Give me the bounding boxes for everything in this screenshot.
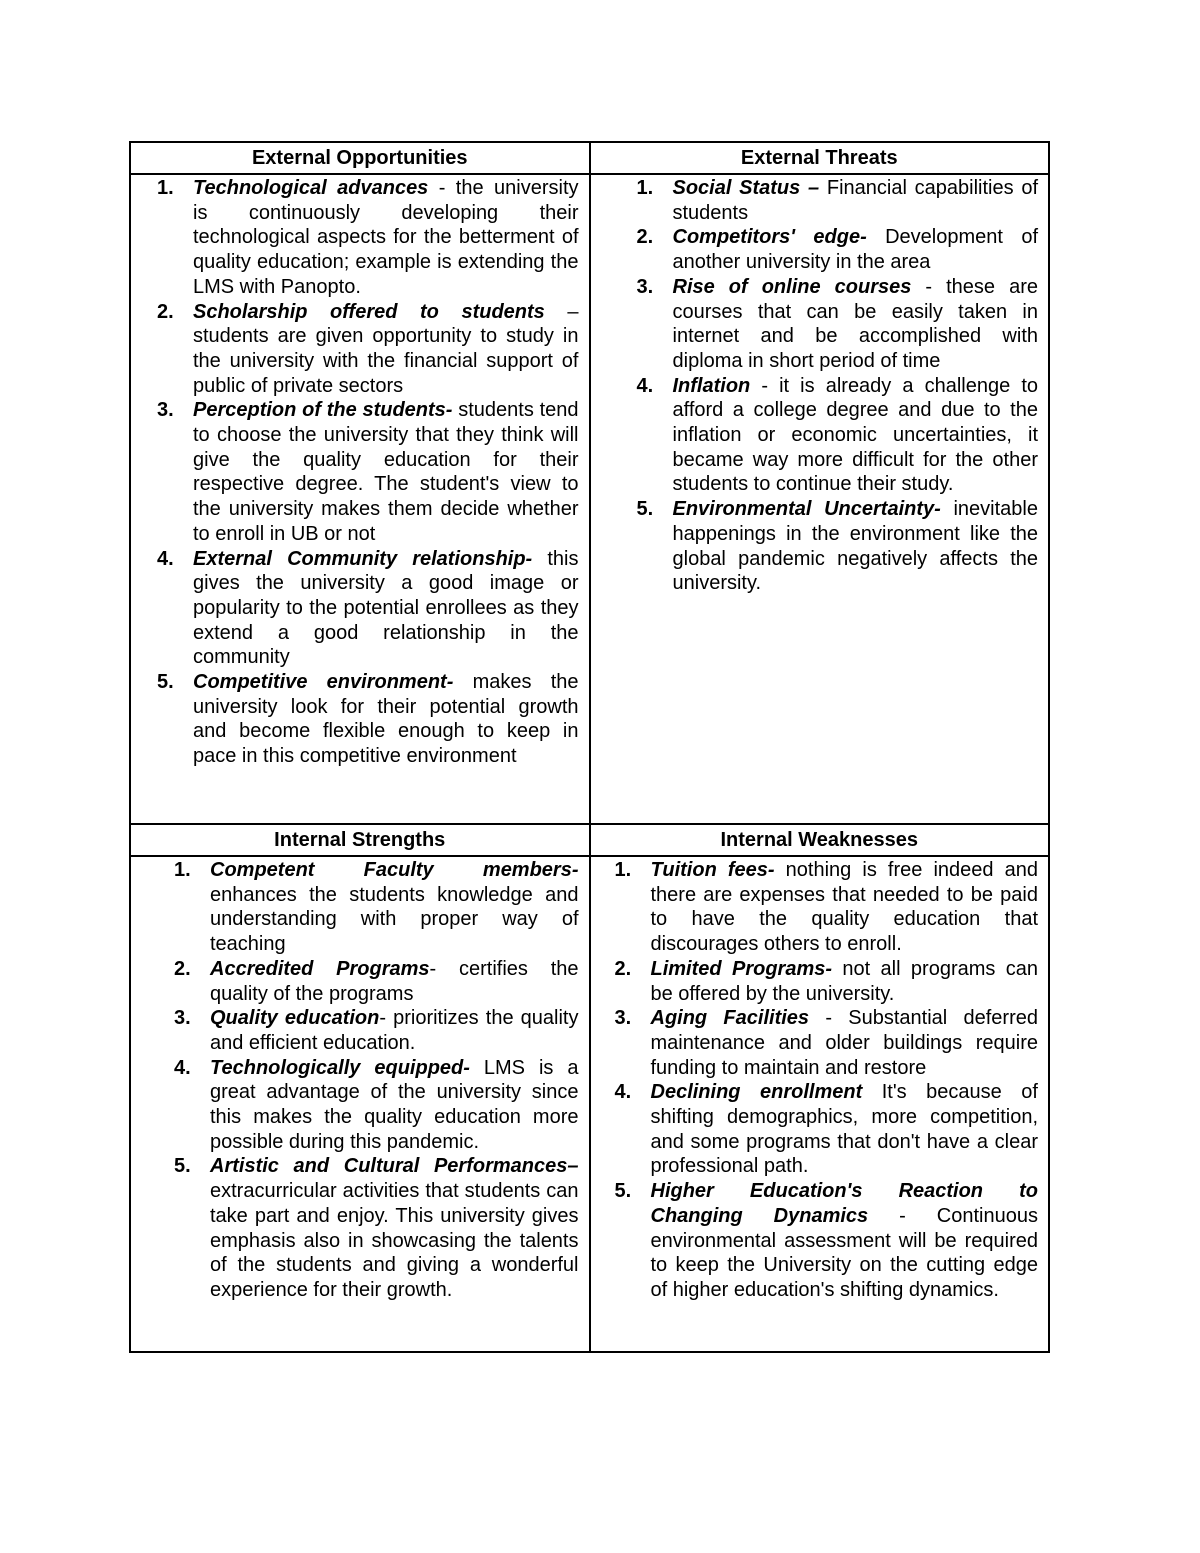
item-number: 2.	[174, 957, 191, 980]
list-item	[174, 957, 579, 1006]
item-term: Limited Programs-	[650, 957, 833, 980]
item-description: enhances the students knowledge and understanding with proper way of teaching	[210, 883, 579, 956]
item-description: this gives the university a good image or popularity to the potential enrollees as they extend a good relationship in the community	[193, 547, 579, 669]
list-item	[614, 1080, 1039, 1179]
item-term: Competent Faculty members-	[210, 859, 579, 881]
list-item	[636, 176, 1039, 225]
strengths-list	[131, 857, 589, 1303]
item-number: 1.	[614, 859, 632, 881]
item-number: 2.	[636, 226, 654, 249]
item-term: Tuition fees-	[650, 859, 775, 881]
item-number: 5.	[174, 1155, 191, 1178]
item-description: - certifies the quality of the programs	[210, 957, 579, 1005]
list-item	[174, 1056, 579, 1155]
list-item	[614, 957, 1039, 1006]
list-item	[614, 1179, 1039, 1303]
item-term: Quality education	[210, 1007, 380, 1030]
item-number: 3.	[174, 1007, 191, 1030]
list-item	[157, 300, 579, 399]
item-number: 2.	[157, 300, 174, 323]
body-row-internal	[130, 856, 1049, 1352]
item-description: Development of another university in the area	[672, 226, 1038, 274]
list-item	[614, 1006, 1039, 1080]
list-item	[636, 497, 1039, 596]
item-number: 3.	[614, 1007, 632, 1030]
swot-table	[129, 141, 1050, 1353]
weaknesses-cell	[590, 856, 1050, 1352]
item-number: 2.	[614, 957, 632, 980]
item-number: 4.	[157, 547, 174, 570]
item-term: Rise of online courses	[672, 275, 912, 298]
weaknesses-header: Internal Weaknesses	[590, 824, 1050, 856]
item-term: Scholarship offered to students	[193, 300, 545, 323]
body-row-external	[130, 174, 1049, 824]
list-item	[157, 398, 579, 546]
list-item	[157, 176, 579, 300]
item-description: It's because of shifting demographics, more competition, and some programs that don't have a clear professional path.	[650, 1081, 1038, 1178]
list-item	[614, 858, 1039, 957]
item-term: Competitive environment-	[193, 671, 454, 694]
item-term: Aging Facilities	[650, 1007, 810, 1030]
list-item	[157, 670, 579, 769]
strengths-cell	[130, 856, 590, 1352]
opportunities-header: External Opportunities	[130, 142, 590, 174]
item-description: - the university is continuously developing their technological aspects for the betterment of quality education; example is extending the LMS with Panopto.	[193, 177, 579, 298]
threats-list	[591, 175, 1049, 596]
item-description: LMS is a great advantage of the university since this makes the quality education more possible during this pandemic.	[210, 1056, 579, 1153]
item-term: Accredited Programs	[210, 957, 430, 980]
item-term: Higher Education's Reaction to Changing Dynamics	[650, 1180, 1038, 1227]
weaknesses-list	[591, 857, 1049, 1303]
item-term: Technologically equipped-	[210, 1056, 470, 1079]
threats-header: External Threats	[590, 142, 1050, 174]
item-term: External Community relationship-	[193, 547, 533, 570]
item-description: - Continuous environmental assessment will be required to keep the University on the cutting edge of higher education's shifting dynamics.	[650, 1204, 1038, 1301]
item-number: 4.	[614, 1081, 632, 1104]
item-number: 5.	[157, 671, 174, 694]
threats-cell	[590, 174, 1050, 824]
item-description: – students are given opportunity to study in the university with the financial support of public of private sectors	[193, 300, 579, 397]
item-description: students tend to choose the university that they think will give the quality education for their respective degree. The student's view to the university makes them decide whether to enroll in UB or not	[193, 399, 579, 545]
list-item	[174, 1154, 579, 1302]
list-item	[636, 374, 1039, 498]
item-term: Technological advances	[193, 177, 429, 199]
item-number: 1.	[157, 177, 174, 199]
item-description: - these are courses that can be easily taken in internet and be accomplished with diploma in short period of time	[672, 275, 1038, 372]
opportunities-list	[131, 175, 589, 769]
strengths-header: Internal Strengths	[130, 824, 590, 856]
item-description: - it is already a challenge to afford a college degree and due to the inflation or economic uncertainties, it became way more difficult for the other students to continue their study.	[672, 374, 1038, 496]
item-description: - prioritizes the quality and efficient education.	[210, 1007, 579, 1054]
item-description: makes the university look for their potential growth and become flexible enough to keep in pace in this competitive environment	[193, 671, 579, 768]
item-number: 3.	[157, 399, 174, 422]
item-term: Environmental Uncertainty-	[672, 498, 941, 521]
item-description: Financial capabilities of students	[672, 177, 1038, 224]
item-number: 5.	[614, 1180, 632, 1203]
list-item	[174, 1006, 579, 1055]
item-description: inevitable happenings in the environment like the global pandemic negatively affects the university.	[672, 498, 1038, 595]
item-description: nothing is free indeed and there are expenses that needed to be paid to have the quality education that discourages others to enroll.	[650, 859, 1039, 956]
item-number: 3.	[636, 275, 654, 298]
item-number: 1.	[174, 859, 191, 881]
header-row-internal	[130, 824, 1049, 856]
item-description: - Substantial deferred maintenance and older buildings require funding to maintain and restore	[650, 1007, 1038, 1079]
item-number: 4.	[636, 374, 654, 397]
item-number: 1.	[636, 177, 654, 199]
item-number: 4.	[174, 1056, 191, 1079]
item-term: Competitors' edge-	[672, 226, 867, 249]
item-term: Artistic and Cultural Performances–	[210, 1155, 579, 1178]
list-item	[157, 547, 579, 671]
item-term: Social Status –	[672, 177, 820, 199]
item-term: Declining enrollment	[650, 1081, 863, 1104]
header-row-external	[130, 142, 1049, 174]
item-description: extracurricular activities that students can take part and enjoy. This university gives emphasis also in showcasing the talents of the students and giving a wonderful experience for their growth.	[210, 1180, 579, 1301]
list-item	[174, 858, 579, 957]
item-number: 5.	[636, 498, 654, 521]
item-term: Inflation	[672, 374, 751, 397]
list-item	[636, 275, 1039, 374]
opportunities-cell	[130, 174, 590, 824]
list-item	[636, 225, 1039, 274]
item-term: Perception of the students-	[193, 399, 453, 422]
item-description: not all programs can be offered by the university.	[650, 957, 1038, 1005]
